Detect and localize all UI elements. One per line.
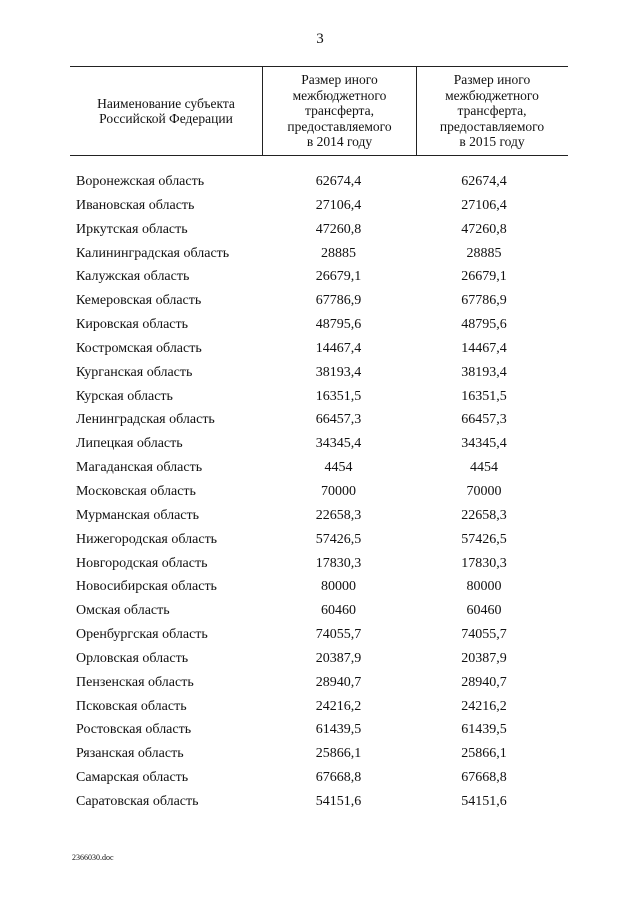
transfer-2015-value: 62674,4 (461, 174, 507, 189)
table-row (0, 218, 640, 242)
table-body (0, 170, 640, 814)
transfer-2015-value: 20387,9 (461, 650, 507, 666)
table-row (0, 599, 640, 623)
transfer-2015-value: 57426,5 (461, 531, 507, 547)
transfer-2014-value: 67668,8 (315, 770, 362, 786)
transfer-2014-value: 22658,3 (315, 507, 362, 523)
transfer-2014-value: 60460 (321, 603, 356, 619)
header-region-name (70, 67, 262, 155)
transfer-2014-value: 67786,9 (315, 293, 362, 309)
region-name: Кировская область (76, 317, 189, 333)
transfer-2014-value: 70000 (321, 483, 356, 499)
transfer-2014-value: 28885 (321, 245, 356, 261)
transfer-2015-value: 34345,4 (461, 436, 507, 452)
table-row (0, 528, 640, 552)
table-row (0, 742, 640, 766)
table-row (0, 432, 640, 456)
transfer-2014-value: 57426,5 (315, 531, 362, 547)
region-name: Рязанская область (76, 746, 184, 762)
transfer-2014-value: 54151,6 (315, 793, 362, 809)
transfer-2014-value: 38193,4 (315, 364, 362, 380)
header-transfer-2014-text: Размер иного межбюджетного трансферта, предоставляемого в 2014 году (287, 72, 392, 150)
transfer-2015-value: 54151,6 (461, 793, 507, 809)
region-name: Пензенская область (76, 674, 194, 690)
header-transfer-2014 (262, 67, 417, 155)
region-name: Оренбургская область (76, 627, 208, 643)
transfer-2015-value: 14467,4 (461, 340, 507, 356)
table-row (0, 790, 640, 814)
transfer-2014-value: 25866,1 (315, 746, 362, 762)
region-name: Воронежская область (76, 174, 205, 189)
table-row (0, 671, 640, 695)
transfer-2015-value: 28885 (466, 245, 502, 261)
transfer-2014-value: 17830,3 (315, 555, 362, 571)
table-row (0, 480, 640, 504)
table-row (0, 170, 640, 194)
transfer-2015-value: 22658,3 (461, 507, 507, 523)
transfer-2014-value: 28940,7 (315, 674, 362, 690)
region-name: Саратовская область (76, 793, 199, 809)
region-name: Мурманская область (76, 507, 200, 523)
table-row (0, 194, 640, 218)
table-row (0, 766, 640, 790)
header-transfer-2015-text: Размер иного межбюджетного трансферта, предоставляемого в 2015 году (439, 72, 545, 150)
transfer-2014-value: 20387,9 (315, 650, 362, 666)
transfer-2015-value: 26679,1 (461, 269, 507, 285)
table-row (0, 718, 640, 742)
table-row (0, 623, 640, 647)
region-name: Курганская область (76, 364, 193, 380)
region-name: Калужская область (76, 269, 190, 285)
table-row (0, 242, 640, 266)
transfer-2014-value: 62674,4 (315, 174, 362, 189)
transfer-2015-value: 24216,2 (461, 698, 507, 714)
transfer-2015-value: 47260,8 (461, 221, 507, 237)
region-name: Ивановская область (76, 197, 195, 213)
header-region-name-text: Наименование субъекта Российской Федерации (97, 95, 235, 126)
transfer-2014-value: 16351,5 (315, 388, 362, 404)
transfer-2015-value: 17830,3 (461, 555, 507, 571)
table-row (0, 504, 640, 528)
table-row (0, 695, 640, 719)
region-name: Липецкая область (76, 436, 183, 452)
table-row (0, 575, 640, 599)
transfer-2015-value: 28940,7 (461, 674, 507, 690)
region-name: Нижегородская область (76, 531, 218, 547)
region-name: Московская область (76, 483, 196, 499)
region-name: Новосибирская область (76, 579, 217, 595)
table-row (0, 337, 640, 361)
transfer-2014-value: 34345,4 (315, 436, 362, 452)
region-name: Омская область (76, 603, 170, 619)
table-row (0, 552, 640, 576)
transfer-2015-value: 27106,4 (461, 197, 507, 213)
table-row (0, 647, 640, 671)
transfer-2014-value: 74055,7 (315, 627, 362, 643)
transfer-2015-value: 60460 (466, 603, 502, 619)
region-name: Ростовская область (76, 722, 192, 738)
transfer-2015-value: 16351,5 (461, 388, 507, 404)
transfer-2014-value: 47260,8 (315, 221, 362, 237)
transfer-2014-value: 14467,4 (315, 340, 362, 356)
region-name: Самарская область (76, 770, 189, 786)
transfer-2015-value: 25866,1 (461, 746, 507, 762)
transfer-2015-value: 70000 (466, 483, 502, 499)
table-row (0, 313, 640, 337)
transfer-2014-value: 27106,4 (315, 197, 362, 213)
transfer-2015-value: 66457,3 (461, 412, 507, 428)
table-row (0, 385, 640, 409)
transfer-2014-value: 24216,2 (315, 698, 362, 714)
region-name: Калининградская область (76, 245, 230, 261)
transfer-2015-value: 67668,8 (461, 770, 507, 786)
transfer-2015-value: 74055,7 (461, 627, 507, 643)
page-number: 3 (316, 31, 324, 47)
region-name: Кемеровская область (76, 293, 202, 309)
table-row (0, 361, 640, 385)
table-row (0, 408, 640, 432)
transfer-2014-value: 66457,3 (315, 412, 362, 428)
transfer-2014-value: 4454 (324, 460, 353, 476)
region-name: Орловская область (76, 650, 189, 666)
table-row (0, 289, 640, 313)
transfer-2015-value: 61439,5 (461, 722, 507, 738)
transfer-2015-value: 80000 (466, 579, 502, 595)
document-filename: 2366030.doc (72, 853, 114, 862)
region-name: Новгородская область (76, 555, 208, 571)
transfer-2015-value: 38193,4 (461, 364, 507, 380)
region-name: Костромская область (76, 340, 202, 356)
transfer-2014-value: 80000 (321, 579, 356, 595)
table-row (0, 456, 640, 480)
region-name: Магаданская область (76, 460, 203, 476)
region-name: Псковская область (76, 698, 187, 714)
table-row (0, 265, 640, 289)
transfer-2014-value: 61439,5 (315, 722, 362, 738)
transfer-2014-value: 48795,6 (315, 317, 362, 333)
transfer-2015-value: 4454 (470, 460, 498, 476)
region-name: Курская область (76, 388, 173, 404)
region-name: Ленинградская область (76, 412, 215, 428)
header-transfer-2015 (416, 67, 568, 155)
region-name: Иркутская область (76, 221, 188, 237)
transfer-2014-value: 26679,1 (315, 269, 362, 285)
transfer-2015-value: 67786,9 (461, 293, 507, 309)
transfer-2015-value: 48795,6 (461, 317, 507, 333)
table-header (70, 66, 568, 156)
